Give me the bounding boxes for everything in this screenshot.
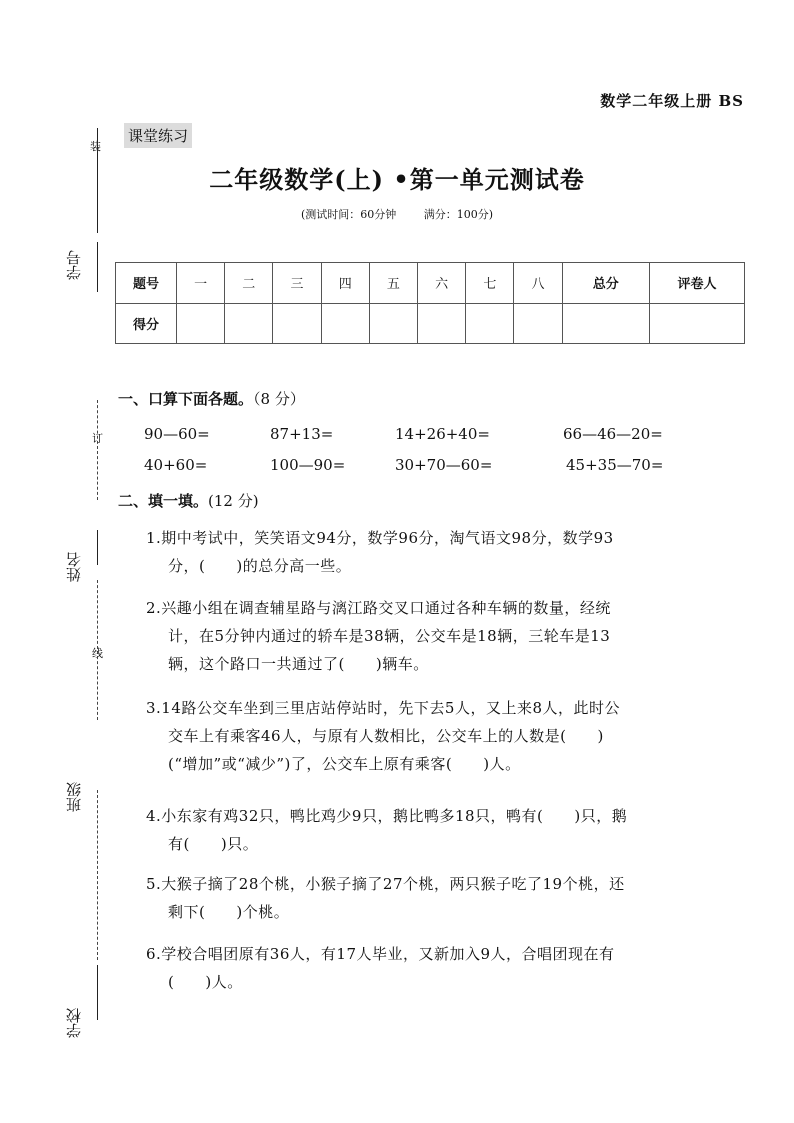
margin-label-school: 学校 xyxy=(65,1008,83,1038)
section-points: (12 分) xyxy=(208,492,259,510)
question-line: 辆，这个路口一共通过了( )辆车。 xyxy=(168,655,429,673)
calc-item: 45+35—70= xyxy=(566,456,664,474)
table-cell: 得分 xyxy=(116,303,177,344)
binding-dash-line xyxy=(97,790,98,960)
question-line: ( )人。 xyxy=(168,973,243,991)
binding-mark: 订 xyxy=(92,432,103,445)
question-line: 1.期中考试中，笑笑语文94分，数学96分，淘气语文98分，数学93 xyxy=(146,529,614,547)
calc-item: 14+26+40= xyxy=(395,425,490,443)
binding-dash-line xyxy=(97,400,98,500)
score-cell[interactable] xyxy=(650,303,745,344)
binding-line xyxy=(97,242,98,292)
question-6 xyxy=(146,940,746,996)
section-title: 一、口算下面各题。 xyxy=(118,390,254,408)
table-cell: 二 xyxy=(225,263,273,304)
calc-item: 66—46—20= xyxy=(563,425,663,443)
table-cell: 四 xyxy=(321,263,369,304)
section-1-heading xyxy=(118,388,305,409)
score-cell[interactable] xyxy=(369,303,417,344)
corner-label: 数学二年级上册 BS xyxy=(600,92,744,110)
question-1 xyxy=(146,524,746,580)
table-cell: 题号 xyxy=(116,263,177,304)
score-cell[interactable] xyxy=(321,303,369,344)
question-4 xyxy=(146,802,746,858)
question-line: 3.14路公交车坐到三里店站停站时，先下去5人，又上来8人，此时公 xyxy=(146,699,620,717)
table-cell: 七 xyxy=(466,263,514,304)
question-line: (“增加”或“减少”)了，公交车上原有乘客( )人。 xyxy=(168,755,521,773)
exam-full-score: 满分：100分) xyxy=(423,208,494,221)
calc-item: 90—60= xyxy=(144,425,210,443)
question-3 xyxy=(146,694,746,778)
margin-label-class: 班级 xyxy=(65,782,83,812)
margin-label-name: 姓名 xyxy=(65,552,83,582)
score-cell[interactable] xyxy=(562,303,649,344)
table-cell: 六 xyxy=(418,263,466,304)
score-cell[interactable] xyxy=(466,303,514,344)
question-5 xyxy=(146,870,746,926)
calc-item: 40+60= xyxy=(144,456,208,474)
table-cell: 评卷人 xyxy=(650,263,745,304)
table-cell: 五 xyxy=(369,263,417,304)
question-line: 6.学校合唱团原有36人，有17人毕业，又新加入9人，合唱团现在有 xyxy=(146,945,615,963)
table-cell: 一 xyxy=(177,263,225,304)
score-cell[interactable] xyxy=(418,303,466,344)
table-cell: 八 xyxy=(514,263,562,304)
binding-line xyxy=(97,965,98,1020)
section-points: （8 分） xyxy=(253,390,305,408)
score-cell[interactable] xyxy=(225,303,273,344)
exam-info xyxy=(0,206,794,222)
section-2-heading xyxy=(118,490,259,511)
table-cell: 总分 xyxy=(562,263,649,304)
question-line: 4.小东家有鸡32只，鸭比鸡少9只，鹅比鸭多18只，鸭有( )只，鹅 xyxy=(146,807,628,825)
calc-item: 30+70—60= xyxy=(395,456,493,474)
question-2 xyxy=(146,594,746,678)
question-line: 计，在5分钟内通过的轿车是38辆，公交车是18辆，三轮车是13 xyxy=(168,627,611,645)
score-cell[interactable] xyxy=(514,303,562,344)
question-line: 交车上有乘客46人，与原有人数相比，公交车上的人数是( ) xyxy=(168,727,604,745)
question-line: 5.大猴子摘了28个桃，小猴子摘了27个桃，两只猴子吃了19个桃，还 xyxy=(146,875,625,893)
binding-mark: 装 xyxy=(90,140,101,153)
binding-mark: 线 xyxy=(92,647,103,660)
question-line: 剩下( )个桃。 xyxy=(168,903,290,921)
score-cell[interactable] xyxy=(177,303,225,344)
score-cell[interactable] xyxy=(273,303,321,344)
score-table xyxy=(115,262,745,344)
question-line: 2.兴趣小组在调查辅星路与漓江路交叉口通过各种车辆的数量，经统 xyxy=(146,599,611,617)
calc-item: 100—90= xyxy=(270,456,346,474)
exam-time: (测试时间：60分钟 xyxy=(300,208,397,221)
score-table-score-row xyxy=(116,303,745,344)
binding-line xyxy=(97,530,98,565)
question-line: 有( )只。 xyxy=(168,835,259,853)
score-table-header-row xyxy=(116,263,745,304)
page-title: 二年级数学(上) •第一单元测试卷 xyxy=(209,165,585,194)
section-title: 二、填一填。 xyxy=(118,492,209,510)
calc-item: 87+13= xyxy=(270,425,334,443)
practice-tag: 课堂练习 xyxy=(124,123,192,148)
margin-label-student-id: 学号 xyxy=(65,250,83,280)
question-line: 分，( )的总分高一些。 xyxy=(168,557,352,575)
table-cell: 三 xyxy=(273,263,321,304)
